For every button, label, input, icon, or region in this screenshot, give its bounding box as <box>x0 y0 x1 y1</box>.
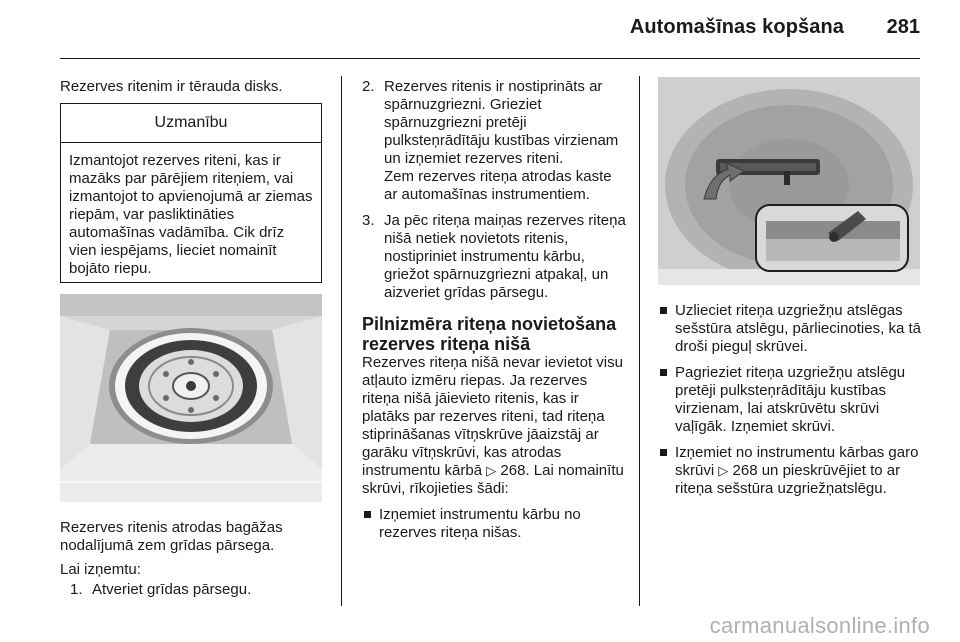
bullet-icon <box>660 369 667 376</box>
list-item: Uzlieciet riteņa uzgriežņu atslēgas sešstūra atslēgu, pārliecinoties, ka tā droši pieguļ skrūvei. <box>658 302 922 356</box>
warning-box <box>60 103 322 283</box>
spare-wheel-trunk-illustration <box>60 294 322 502</box>
reference-arrow-icon: ▷ <box>718 463 729 478</box>
section-paragraph: Rezerves riteņa nišā nevar ievietot visu atļauto izmēru riepas. Ja rezerves riteņa nišā jāievieto ritenis, kas ir platāks par rezerves riteni, tad riteņa stiprināšanas vītņskrūve jāaizstāj ar garāku vītņskrūvi, kas atrodas instrumentu kārbā ▷ 268. Lai nomainītu skrūvi, rīkojieties šādi: <box>362 354 624 497</box>
header-rule <box>60 58 920 59</box>
intro-text: Rezerves ritenim ir tērauda disks. <box>60 78 283 95</box>
wheel-bolt-replacement-illustration <box>658 77 920 285</box>
bullet-list-3 <box>658 302 922 498</box>
reference-arrow-icon: ▷ <box>486 463 497 478</box>
step-2-note: Zem rezerves riteņa atrodas kaste ar automašīnas instrumentiem. <box>384 168 612 203</box>
bullet-icon <box>660 307 667 314</box>
list-item: 1. Atveriet grīdas pārsegu. <box>70 581 252 598</box>
figure-caption: Rezerves ritenis atrodas bagāžas nodalījumā zem grīdas pārsega. Lai izņemtu: 1. Atveriet grīdas pārsegu. <box>60 519 330 607</box>
list-item: Pagrieziet riteņa uzgriežņu atslēgu pretēji pulksteņrādītāju kustības virzienam, lai atskrūvētu skrūvi vaļīgāk. Izņemiet skrūvi. <box>658 364 922 436</box>
page-header-title: Automašīnas kopšana <box>629 16 844 38</box>
section-heading: Pilnizmēra riteņa novietošana rezerves riteņa nišā <box>362 314 617 354</box>
remove-label: Lai izņemtu: <box>60 561 141 578</box>
column-divider-1 <box>341 76 342 606</box>
column-divider-2 <box>639 76 640 606</box>
bullet-list-2 <box>362 506 628 542</box>
page-reference[interactable]: 268 <box>500 462 526 479</box>
warning-text: Izmantojot rezerves riteni, kas ir mazāks par pārējiem riteņiem, vai izmantojot to apvienojumā ar ziemas riepām, var pasliktināties automašīnas vadāmība. Cik drīz vien iespējams, lieciet nomainīt bojāto riepu. <box>69 152 313 277</box>
steps-list-2 <box>362 78 628 302</box>
list-item: 2. Rezerves ritenis ir nostiprināts ar spārnuzgriezni. Grieziet spārnuzgriezni pretēji pulksteņrādītāju kustības virzienam un izņemiet rezerves riteni. Zem rezerves riteņa atrodas kaste ar automašīnas instrumentiem. <box>362 78 628 204</box>
bullet-icon <box>660 449 667 456</box>
column-2 <box>362 78 628 550</box>
page-reference[interactable]: 268 <box>732 462 758 479</box>
column-3 <box>658 302 922 506</box>
watermark: carmanualsonline.info <box>709 613 930 638</box>
list-item: Izņemiet no instrumentu kārbas garo skrūvi ▷ 268 un pieskrūvējiet to ar riteņa sešstūra uzgriežņatslēgu. <box>658 444 922 498</box>
warning-title: Uzmanību <box>61 104 321 143</box>
list-item: 3. Ja pēc riteņa maiņas rezerves riteņa nišā netiek novietots ritenis, nostipriniet instrumentu kārbu, griežot spārnuzgriezni atpakaļ, un aizveriet grīdas pārsegu. <box>362 212 626 301</box>
list-item: Izņemiet instrumentu kārbu no rezerves riteņa nišas. <box>362 506 628 542</box>
steps-list-1 <box>60 581 330 599</box>
page-number: 281 <box>886 16 920 38</box>
bullet-icon <box>364 511 371 518</box>
